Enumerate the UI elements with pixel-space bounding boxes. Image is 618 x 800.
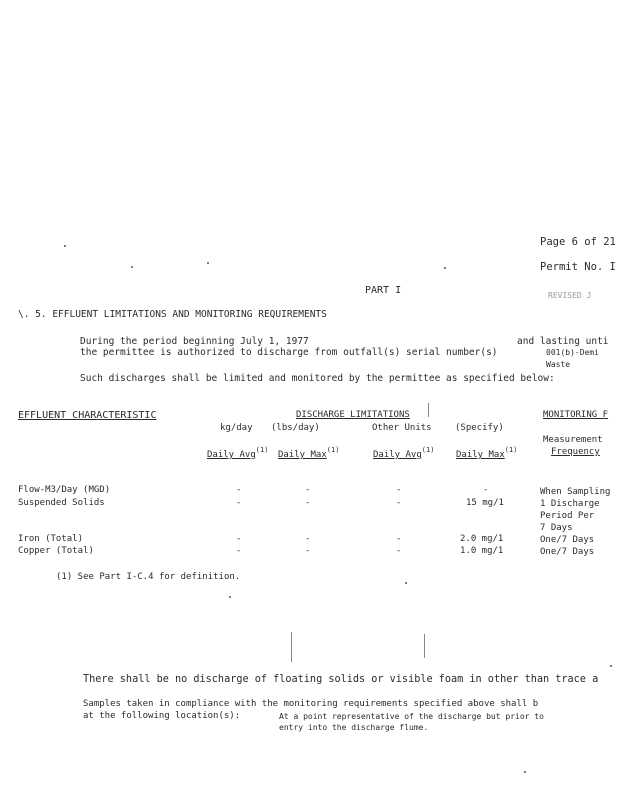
other-units-label: Other Units xyxy=(372,423,432,433)
cell-frequency: 7 Days xyxy=(540,523,573,533)
cell-other-max: 1.0 mg/1 xyxy=(460,546,504,556)
cell-other-max: - xyxy=(483,485,489,495)
cell-other-avg: - xyxy=(396,534,402,544)
part-heading: PART I xyxy=(365,285,402,296)
intro-line-1-right: and lasting unti xyxy=(517,336,609,347)
cell-lbs-max: - xyxy=(305,534,311,544)
footnote-mark: (1) xyxy=(421,446,435,454)
col-discharge-limitations: DISCHARGE LIMITATIONS xyxy=(296,410,410,420)
lbs-day-label: (lbs/day) xyxy=(271,423,320,433)
daily-avg-label: Daily Avg xyxy=(207,450,256,460)
cell-kg-avg: - xyxy=(236,534,242,544)
cell-kg-avg: - xyxy=(236,498,242,508)
sample-location-2: entry into the discharge flume. xyxy=(279,723,429,732)
cell-other-avg: - xyxy=(396,485,402,495)
sample-location-1: At a point representative of the discharge but prior to xyxy=(279,712,544,721)
row-name: Copper (Total) xyxy=(18,546,94,556)
intro-line-2: the permittee is authorized to discharge from outfall(s) serial number(s) xyxy=(80,347,498,358)
footnote-mark: (1) xyxy=(326,446,340,454)
scan-artifact-line xyxy=(291,632,292,662)
kg-day-label: kg/day xyxy=(220,423,253,433)
daily-max-lbs xyxy=(278,447,339,460)
col-monitoring: MONITORING F xyxy=(543,410,609,420)
cell-other-max: 2.0 mg/1 xyxy=(460,534,504,544)
row-name: Flow-M3/Day (MGD) xyxy=(18,485,111,495)
daily-avg-kg xyxy=(207,447,268,460)
daily-max-label: Daily Max xyxy=(456,450,505,460)
scan-speck xyxy=(405,582,407,584)
intro-line-3: Such discharges shall be limited and monitored by the permittee as specified below: xyxy=(80,373,555,384)
cell-lbs-max: - xyxy=(305,546,311,556)
scan-artifact-line xyxy=(428,403,429,417)
daily-avg-label: Daily Avg xyxy=(373,450,422,460)
specify-label: (Specify) xyxy=(455,423,504,433)
section-heading: \. 5. EFFLUENT LIMITATIONS AND MONITORING REQUIREMENTS xyxy=(18,309,327,320)
measurement-label: Measurement xyxy=(543,435,603,445)
col-effluent-characteristic: EFFLUENT CHARACTERISTIC xyxy=(18,410,157,421)
outfall-serial: 001(b)-Demi xyxy=(546,348,599,357)
cell-frequency: One/7 Days xyxy=(540,535,595,545)
footnote: (1) See Part I-C.4 for definition. xyxy=(56,572,241,582)
samples-line-2: at the following location(s): xyxy=(83,711,241,721)
cell-other-avg: - xyxy=(396,498,402,508)
row-name: Iron (Total) xyxy=(18,534,84,544)
cell-frequency: When Sampling xyxy=(540,487,611,497)
scan-speck xyxy=(524,771,526,773)
scan-speck xyxy=(444,267,446,269)
revised-stamp: REVISED J xyxy=(548,291,592,300)
scan-speck xyxy=(131,266,133,268)
scan-speck xyxy=(64,245,66,247)
scan-artifact-line xyxy=(424,634,425,658)
cell-kg-avg: - xyxy=(236,485,242,495)
scan-speck xyxy=(229,596,231,598)
samples-line-1: Samples taken in compliance with the monitoring requirements specified above shall b xyxy=(83,699,539,709)
daily-max-other xyxy=(456,447,517,460)
cell-frequency: One/7 Days xyxy=(540,547,595,557)
page-number: Page 6 of 21 xyxy=(540,236,616,248)
frequency-label: Frequency xyxy=(551,447,600,457)
floating-solids-text: There shall be no discharge of floating solids or visible foam in other than trace a xyxy=(83,674,599,685)
cell-other-avg: - xyxy=(396,546,402,556)
scan-speck xyxy=(207,262,209,264)
cell-lbs-max: - xyxy=(305,485,311,495)
permit-number: Permit No. I xyxy=(540,261,616,273)
intro-line-1: During the period beginning July 1, 1977 xyxy=(80,336,309,347)
row-name: Suspended Solids xyxy=(18,498,105,508)
daily-avg-other xyxy=(373,447,434,460)
outfall-serial-waste: Waste xyxy=(546,360,571,369)
cell-frequency: Period Per xyxy=(540,511,595,521)
footnote-mark: (1) xyxy=(504,446,518,454)
footnote-mark: (1) xyxy=(255,446,269,454)
daily-max-label: Daily Max xyxy=(278,450,327,460)
cell-kg-avg: - xyxy=(236,546,242,556)
cell-other-max: 15 mg/1 xyxy=(466,498,504,508)
scan-speck xyxy=(610,665,612,667)
cell-lbs-max: - xyxy=(305,498,311,508)
cell-frequency: 1 Discharge xyxy=(540,499,600,509)
